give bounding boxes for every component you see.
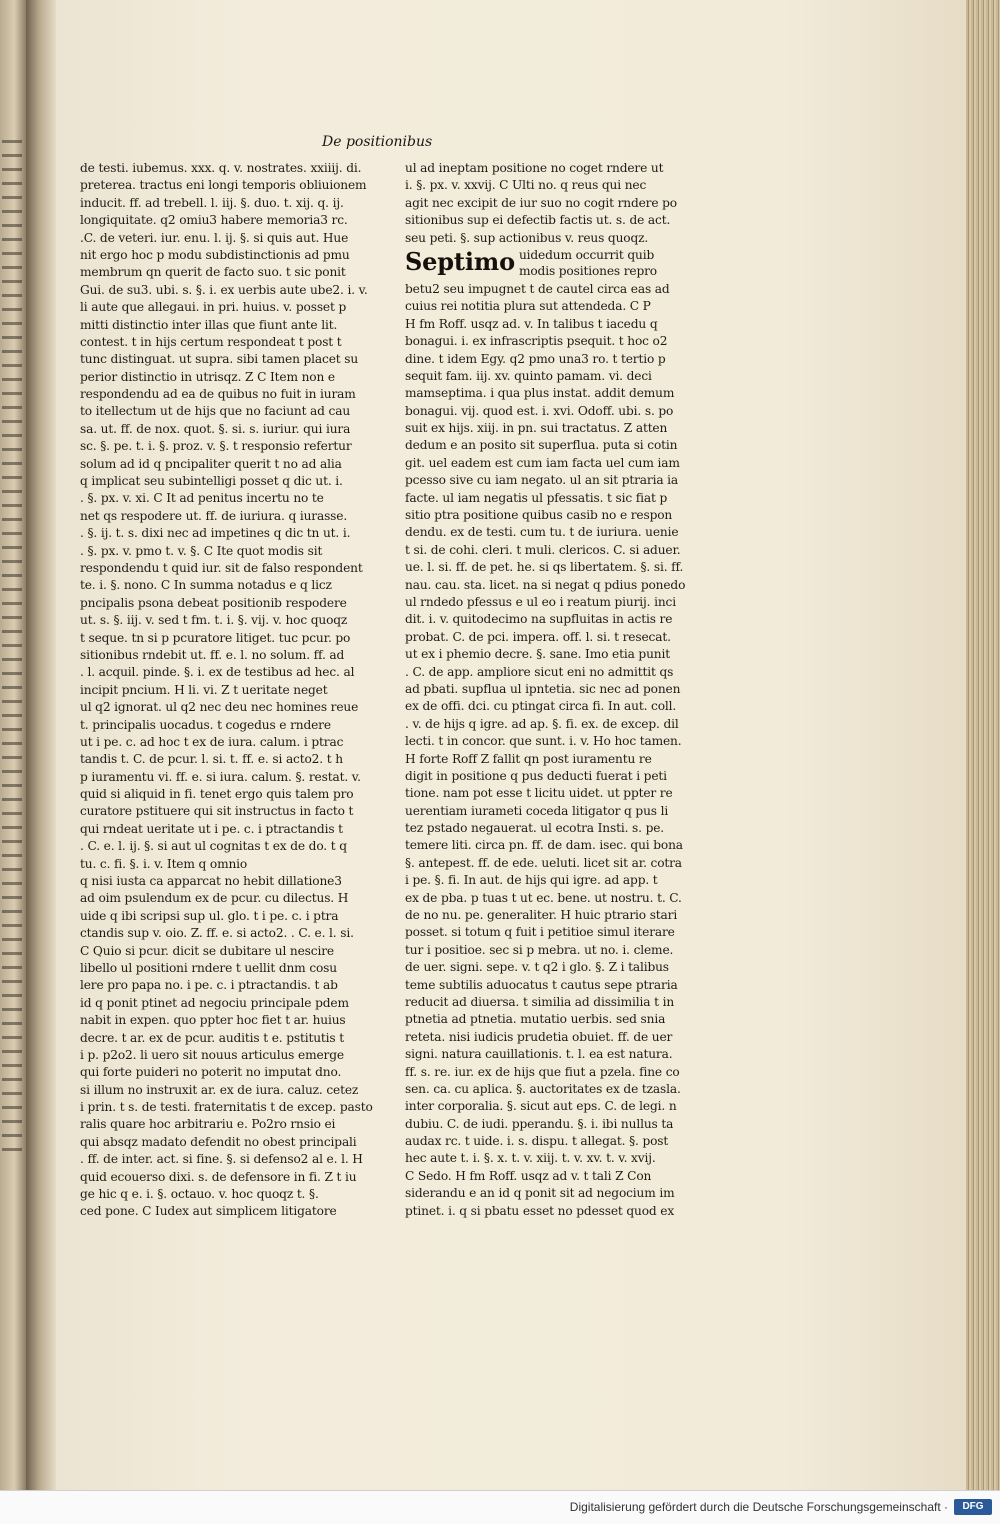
text-line: nabit in expen. quo ppter hoc fiet t ar. huius [80,1013,346,1028]
text-line: mamseptima. i qua plus instat. addit demum [405,386,675,401]
text-line: reducit ad diuersa. t similia ad dissimilia t in [405,994,675,1009]
text-line: curatore pstituere qui sit instructus in facto t [80,804,354,819]
text-line: decre. t ar. ex de pcur. auditis t e. pstitutis t [80,1030,344,1045]
text-line: . l. acquil. pinde. §. i. ex de testibus ad hec. al [80,665,355,680]
text-line: dedum e an posito sit superflua. puta si cotin [405,438,678,453]
text-line: respondendu ad ea de quibus no fuit in iuram [80,387,356,402]
previous-page-text-fragment [2,140,22,1160]
text-line: sc. §. pe. t. i. §. proz. v. §. t responsio refertur [80,439,352,454]
text-line: de testi. iubemus. xxx. q. v. nostrates. xxiiij. di. [80,161,362,175]
text-line: bonagui. i. ex infrascriptis psequit. t hoc o2 [405,334,668,349]
text-line: dit. i. v. quitodecimo na supfluitas in actis re [405,612,673,627]
text-line: tione. nam pot esse t licitu uidet. ut ppter re [405,786,673,801]
text-line: quid si aliquid in fi. tenet ergo quis talem pro [80,787,354,802]
text-line: nau. cau. sta. licet. na si negat q pdius ponedo [405,577,686,592]
text-line: ge hic q e. i. §. octauo. v. hoc quoqz t. §. [80,1187,319,1202]
text-line: ptinet. i. q si pbatu esset no pdesset quod ex [405,1203,675,1218]
text-line: hec aute t. i. §. x. t. v. xiij. t. v. xv. t. v. xvij. [405,1151,656,1166]
text-line: ptnetia ad ptnetia. mutatio uerbis. sed snia [405,1012,666,1027]
text-column-right [405,160,686,1220]
text-line: perior distinctio in utrisqz. Z C Item non e [80,369,335,384]
text-line: Gui. de su3. ubi. s. §. i. ex uerbis aute ube2. i. v. [80,282,368,297]
text-line: p iuramentu vi. ff. e. si iura. calum. §. restat. v. [80,769,361,784]
page-stack-edge [966,0,1000,1490]
text-line: ced pone. C Iudex aut simplicem litigatore [80,1204,337,1219]
text-line: ad oim psulendum ex de pcur. cu dilectus. H [80,891,349,906]
septimo-initial-row [405,247,657,281]
text-line: i p. p2o2. li uero sit nouus articulus emerge [80,1047,344,1062]
text-line: membrum qn querit de facto suo. t sic ponit [80,265,346,280]
text-line: sen. ca. cu aplica. §. auctoritates ex de tzasla. [405,1081,681,1096]
text-line: git. uel eadem est cum iam facta uel cum iam [405,455,680,470]
text-line: agit nec excipit de iur suo no cogit rndere po [405,195,677,210]
text-line: de no nu. pe. generaliter. H huic ptrario stari [405,908,678,923]
text-line: temere liti. circa pn. ff. de dam. isec. qui bona [405,838,683,853]
text-line: qui forte puideri no poterit no imputat dno. [80,1065,342,1080]
text-line: . ff. de inter. act. si fine. §. si defenso2 al e. l. H [80,1152,363,1167]
text-line: tez pstado negauerat. ul ecotra Insti. s. pe. [405,821,665,836]
text-line: pcesso sive cu iam negato. ul an sit ptraria ia [405,473,679,488]
text-line: uerentiam iurameti coceda litigator q pus li [405,803,669,818]
text-line: ctandis sup v. oio. Z. ff. e. si acto2. . C. e. l. si. [80,926,354,941]
text-line: cuius rei notitia plura sut attendeda. C P [405,299,651,314]
text-line: qui absqz madato defendit no obest principali [80,1134,357,1149]
text-line: C Sedo. H fm Roff. usqz ad v. t tali Z Con [405,1168,652,1183]
text-line: inducit. ff. ad trebell. l. iij. §. duo. t. xij. q. ij. [80,195,344,210]
text-line: teme subtilis aduocatus t cautus sepe ptraria [405,977,678,992]
text-line: si illum no instruxit ar. ex de iura. caluz. cetez [80,1082,359,1097]
text-line: qui rndeat ueritate ut i pe. c. i ptractandis t [80,821,343,836]
text-line: sitio ptra positione quibus casib no e respon [405,508,673,523]
text-line: id q ponit ptinet ad negociu principale pdem [80,995,349,1010]
text-line: signi. natura cauillationis. t. l. ea est natura. [405,1047,673,1062]
text-line: sitionibus rndebit ut. ff. e. l. no solum. ff. ad [80,647,345,662]
text-line: sequit fam. iij. xv. quinto pamam. vi. deci [405,368,652,383]
text-line: ff. s. re. iur. ex de hijs que fiut a pzela. fine co [405,1064,680,1079]
text-line: facte. ul iam negatis ul pfessatis. t sic fiat p [405,490,668,505]
text-line: ul rndedo pfessus e ul eo i reatum piurij. inci [405,594,676,609]
text-line: ralis quare hoc arbitrariu e. Po2ro rnsio ei [80,1117,336,1132]
text-line: betu2 seu impugnet t de cautel circa eas ad [405,281,670,296]
text-line: . §. px. v. pmo t. v. §. C Ite quot modis sit [80,543,323,558]
text-line: t seque. tn si p pcuratore litiget. tuc pcur. po [80,630,351,645]
text-line: .C. de veteri. iur. enu. l. ij. §. si quis aut. Hue [80,230,349,245]
text-line: dendu. ex de testi. cum tu. t de iuriura. uenie [405,525,679,540]
text-line: net qs respodere ut. ff. de iuriura. q iurasse. [80,508,348,523]
text-line: te. i. §. nono. C In summa notadus e q licz [80,578,332,593]
text-line: preterea. tractus eni longi temporis obliuionem [80,178,367,193]
text-line: modis positiones repro [518,263,657,278]
text-line: digit in positione q pus deducti fuerat i peti [405,768,667,783]
text-line: respondendu t quid iur. sit de falso respondent [80,560,363,575]
text-line: sa. ut. ff. de nox. quot. §. si. s. iuriur. qui iura [80,421,351,436]
text-line: H fm Roff. usqz ad. v. In talibus t iacedu q [405,316,658,331]
text-line: posset. si totum q fuit i petitioe simul iterare [405,925,675,940]
text-line: q implicat seu subintelligi posset q dic ut. i. [80,474,343,489]
text-line: solum ad id q pncipaliter querit t no ad alia [80,456,342,471]
text-line: §. antepest. ff. de ede. ueluti. licet sit ar. cotra [405,855,682,870]
text-line: tu. c. fi. §. i. v. Item q omnio [80,856,248,871]
funding-credit: Digitalisierung gefördert durch die Deutsche Forschungsgemeinschaft · [569,1500,948,1514]
text-line: tunc distinguat. ut supra. sibi tamen placet su [80,352,359,367]
text-line: to itellectum ut de hijs que no faciunt ad cau [80,404,351,419]
text-line: seu peti. §. sup actionibus v. reus quoqz. [405,230,649,245]
text-line: contest. t in hijs certum respondeat t post t [80,334,342,349]
text-line: . C. de app. ampliore sicut eni no admittit qs [405,664,674,679]
text-line: reteta. nisi iudicis prudetia obuiet. ff. de uer [405,1029,673,1044]
text-line: li aute que allegaui. in pri. huius. v. posset p [80,300,347,315]
text-line: ex de pba. p tuas t ut ec. bene. ut nostru. t. C. [405,890,682,905]
text-line: siderandu e an id q ponit sit ad negocium im [405,1186,675,1201]
text-line: q nisi iusta ca apparcat no hebit dillatione3 [80,874,342,889]
text-line: sitionibus sup ei defectib factis ut. s. de act. [405,213,671,228]
text-line: . v. de hijs q igre. ad ap. §. fi. ex. de excep. dil [405,716,679,731]
text-line: t. principalis uocadus. t cogedus e rndere [80,717,331,732]
text-line: suit ex hijs. xiij. in pn. sui tractatus. Z atten [405,421,668,436]
text-line: lere pro papa no. i pe. c. i ptractandis. t ab [80,978,338,993]
text-line: inter corporalia. §. sicut aut eps. C. de legi. n [405,1099,677,1114]
text-line: de uer. signi. sepe. v. t q2 i glo. §. Z i talibus [405,960,669,975]
text-line: ut. s. §. iij. v. sed t fm. t. i. §. vij. v. hoc quoqz [80,613,348,628]
text-line: ut ex i phemio decre. §. sane. Imo etia punit [405,647,670,662]
text-line: longiquitate. q2 omiu3 habere memoria3 rc. [80,213,348,228]
text-line: ul q2 ignorat. ul q2 nec deu nec homines reue [80,700,359,715]
text-line: tur i positioe. sec si p mebra. ut no. i. cleme. [405,942,674,957]
text-line: . C. e. l. ij. §. si aut ul cognitas t ex de do. t q [80,839,347,854]
right-column-top-block [405,160,677,247]
initial-after-lines [519,247,657,279]
footer-bar [0,1490,1000,1524]
text-line: C Quio si pcur. dicit se dubitare ul nescire [80,943,334,958]
text-line: i pe. §. fi. In aut. de hijs qui igre. ad app. t [405,873,658,888]
text-line: ex de offi. dci. cu ptingat circa fi. In aut. coll. [405,699,677,714]
text-line: uide q ibi scripsi sup ul. glo. t i pe. c. i ptra [80,908,339,923]
text-line: i prin. t s. de testi. fraternitatis t de excep. pasto [80,1100,373,1115]
text-line: bonagui. vij. quod est. i. xvi. Odoff. ubi. s. po [405,403,674,418]
right-column-body [405,281,686,1220]
text-line: dine. t idem Egy. q2 pmo una3 ro. t tertio p [405,351,666,366]
previous-page-edge [0,0,26,1490]
initial-word: Septimo [405,246,515,276]
text-line: uidedum occurrit quib [518,247,655,262]
text-line: nit ergo hoc p modu subdistinctionis ad pmu [80,247,350,262]
book-gutter [26,0,56,1490]
text-line: . §. ij. t. s. dixi nec ad impetines q dic tn ut. i. [80,526,351,541]
text-line: ut i pe. c. ad hoc t ex de iura. calum. i ptrac [80,734,344,749]
text-line: libello ul positioni rndere t uellit dnm cosu [80,960,337,975]
text-line: tandis t. C. de pcur. l. si. t. ff. e. si acto2. t h [80,752,343,767]
text-line: pncipalis psona debeat positionib respodere [80,595,347,610]
text-line: mitti distinctio inter illas que fiunt ante lit. [80,317,338,332]
text-line: probat. C. de pci. impera. off. l. si. t resecat. [405,629,671,644]
text-column-left [80,160,373,1221]
text-line: i. §. px. v. xxvij. C Ulti no. q reus qui nec [405,178,647,193]
text-line: ue. l. si. ff. de pet. he. si qs libertatem. §. si. ff. [405,560,684,575]
text-line: ad pbati. supflua ul ipntetia. sic nec ad ponen [405,681,681,696]
text-line: lecti. t in concor. que sunt. i. v. Ho hoc tamen. [405,734,682,749]
text-line: t si. de cohi. cleri. t muli. clericos. C. si aduer. [405,542,681,557]
text-line: ul ad ineptam positione no coget rndere ut [405,161,664,175]
text-line: quid ecouerso dixi. s. de defensore in fi. Z t iu [80,1169,357,1184]
text-line: dubiu. C. de iudi. pperandu. §. i. ibi nullus ta [405,1116,674,1131]
text-line: H forte Roff Z fallit qn post iuramentu re [405,751,652,766]
dfg-logo-icon: DFG [954,1499,992,1515]
text-line: incipit pncium. H li. vi. Z t ueritate neget [80,682,328,697]
running-head: De positionibus [322,134,433,150]
text-line: audax rc. t uide. i. s. dispu. t allegat. §. post [405,1134,669,1149]
text-line: . §. px. v. xi. C It ad penitus incertu no te [80,491,324,506]
